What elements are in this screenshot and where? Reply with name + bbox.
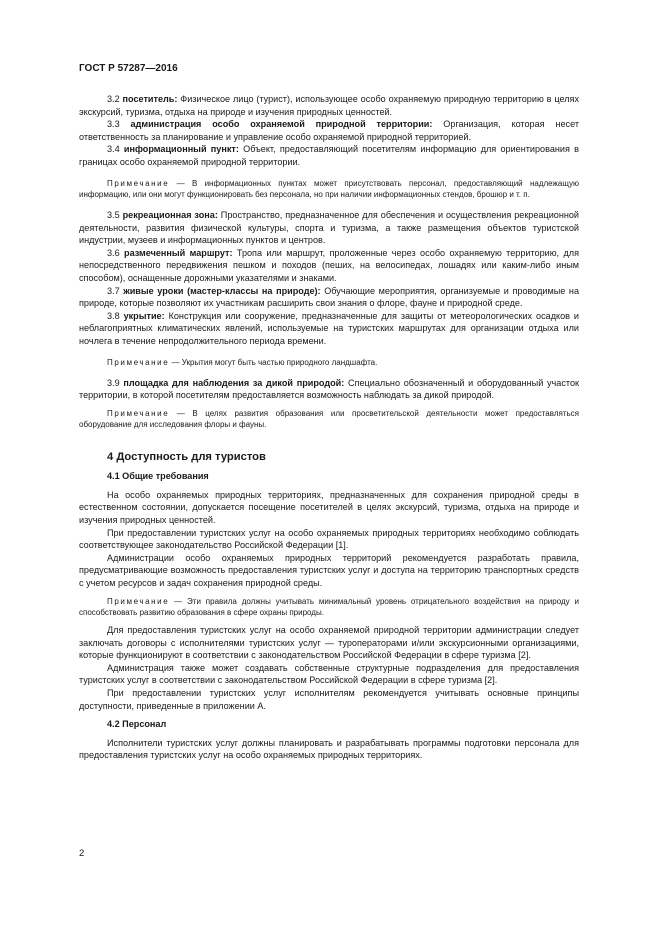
subsection-4-2-heading: 4.2 Персонал: [107, 719, 167, 730]
term-title: размеченный маршрут:: [124, 247, 233, 258]
term-3-3: 3.3 администрация особо охраняемой природной территории: Организация, которая несет ответственность за планирование и управление особо охраняемой природной территорией.: [79, 119, 579, 142]
page-header: ГОСТ Р 57287—2016: [79, 63, 178, 74]
subsection-4-1-heading: 4.1 Общие требования: [107, 471, 209, 482]
section-4-heading: 4 Доступность для туристов: [107, 451, 266, 464]
term-title: укрытие:: [123, 310, 165, 321]
term-title: администрация особо охраняемой природной территории:: [130, 119, 433, 130]
paragraph: Исполнители туристских услуг должны планировать и разрабатывать программы подготовки персонала для предоставления туристских услуг на особо охраняемых природных территориях.: [79, 737, 579, 761]
note-label: Примечание: [107, 408, 170, 418]
paragraph: При предоставлении туристских услуг исполнителям рекомендуется учитывать основные принципы доступности, приведенные в приложении А.: [79, 688, 579, 711]
note-1: Примечание — В информационных пунктах может присутствовать персонал, предоставляющий надлежащую информацию, или они могут функционировать без персонала, но при наличии информационных стендов, брошюр и т. п.: [79, 178, 579, 199]
note-label: Примечание: [107, 178, 170, 188]
term-title: живые уроки (мастер-классы на природе):: [123, 285, 321, 296]
note-4: Примечание — Эти правила должны учитывать минимальный уровень отрицательного воздействия на природу и способствовать развитию образования в сфере охраны природы.: [79, 596, 579, 617]
note-label: Примечание: [107, 596, 170, 606]
paragraph: Для предоставления туристских услуг на особо охраняемой природной территории администрации следует заключать договоры с исполнителями туристских услуг — туроператорами и/или экскурсионными организациями, которые функционируют в соответствии с законодательством Российской Федерации в сфере туризма [2].: [79, 625, 579, 661]
note-2: Примечание — Укрытия могут быть частью природного ландшафта.: [107, 357, 378, 367]
paragraph: При предоставлении туристских услуг на особо охраняемых природных территориях необходимо соблюдать соответствующее законодательство Российской Федерации [1].: [79, 527, 579, 551]
note-3: Примечание — В целях развития образования или просветительской деятельности может предоставляться оборудование для исследования флоры и фауны.: [79, 408, 579, 430]
page-number: 2: [79, 848, 85, 859]
term-title: посетитель:: [122, 94, 178, 104]
term-title: рекреационная зона:: [122, 209, 218, 220]
term-3-8: 3.8 укрытие: Конструкция или сооружение, предназначенные для защиты от метеорологических осадков и неблагоприятных климатических явлений, используемые на туристских маршрутах для организации отдыха или ночлега в течение непродолжительного периода времени.: [79, 310, 579, 346]
term-3-2: 3.2 посетитель: Физическое лицо (турист), использующее особо охраняемую природную территорию в целях экскурсий, туризма, отдыха на природе и изучения природных ценностей.: [79, 94, 579, 117]
term-title: площадка для наблюдения за дикой природой:: [123, 377, 345, 388]
paragraph: Администрация также может создавать собственные структурные подразделения для предоставления туристских услуг в соответствии с законодательством Российской Федерации в сфере туризма [2].: [79, 662, 579, 686]
document-body: [79, 93, 579, 762]
paragraph: На особо охраняемых природных территориях, предназначенных для сохранения природной среды в естественном состоянии, допускается посещение посетителей в целях экскурсий, туризма, отдыха на природе и изучения природных ценностей.: [79, 489, 579, 526]
paragraph: Администрации особо охраняемых природных территорий рекомендуется разработать правила, предусматривающие возможность предоставления туристских услуг и доступа на территорию транспортных средств с учетом ресурсов и задач сохранения природной среды.: [79, 552, 579, 589]
term-3-7: 3.7 живые уроки (мастер-классы на природе): Обучающие мероприятия, организуемые и проводимые на природе, которые позволяют их участникам расширить свои знания о флоре, фауне и природной среде.: [79, 285, 579, 309]
term-3-4: 3.4 информационный пункт: Объект, предоставляющий посетителям информацию для ориентирования в границах особо охраняемой природной территории.: [79, 144, 579, 167]
term-3-5: 3.5 рекреационная зона: Пространство, предназначенное для обеспечения и осуществления рекреационной деятельности, развития физической культуры, спорта и туризма, а также размещения объектов туристской индустрии, музеев и информационных пунктов и центров.: [79, 209, 580, 246]
term-3-6: 3.6 размеченный маршрут: Тропа или маршрут, проложенные через особо охраняемую территорию, для непосредственного передвижения пешком и походов (пеших, на велосипедах, лошадях или каким-либо иным способом), оснащенные дорожными указателями и знаками.: [79, 247, 579, 283]
term-3-9: 3.9 площадка для наблюдения за дикой природой: Специально обозначенный и оборудованный участок территории, в которой посетителям предоставляется возможность наблюдать за дикой природой.: [79, 377, 580, 401]
term-title: информационный пункт:: [123, 144, 239, 155]
note-label: Примечание: [107, 357, 170, 367]
